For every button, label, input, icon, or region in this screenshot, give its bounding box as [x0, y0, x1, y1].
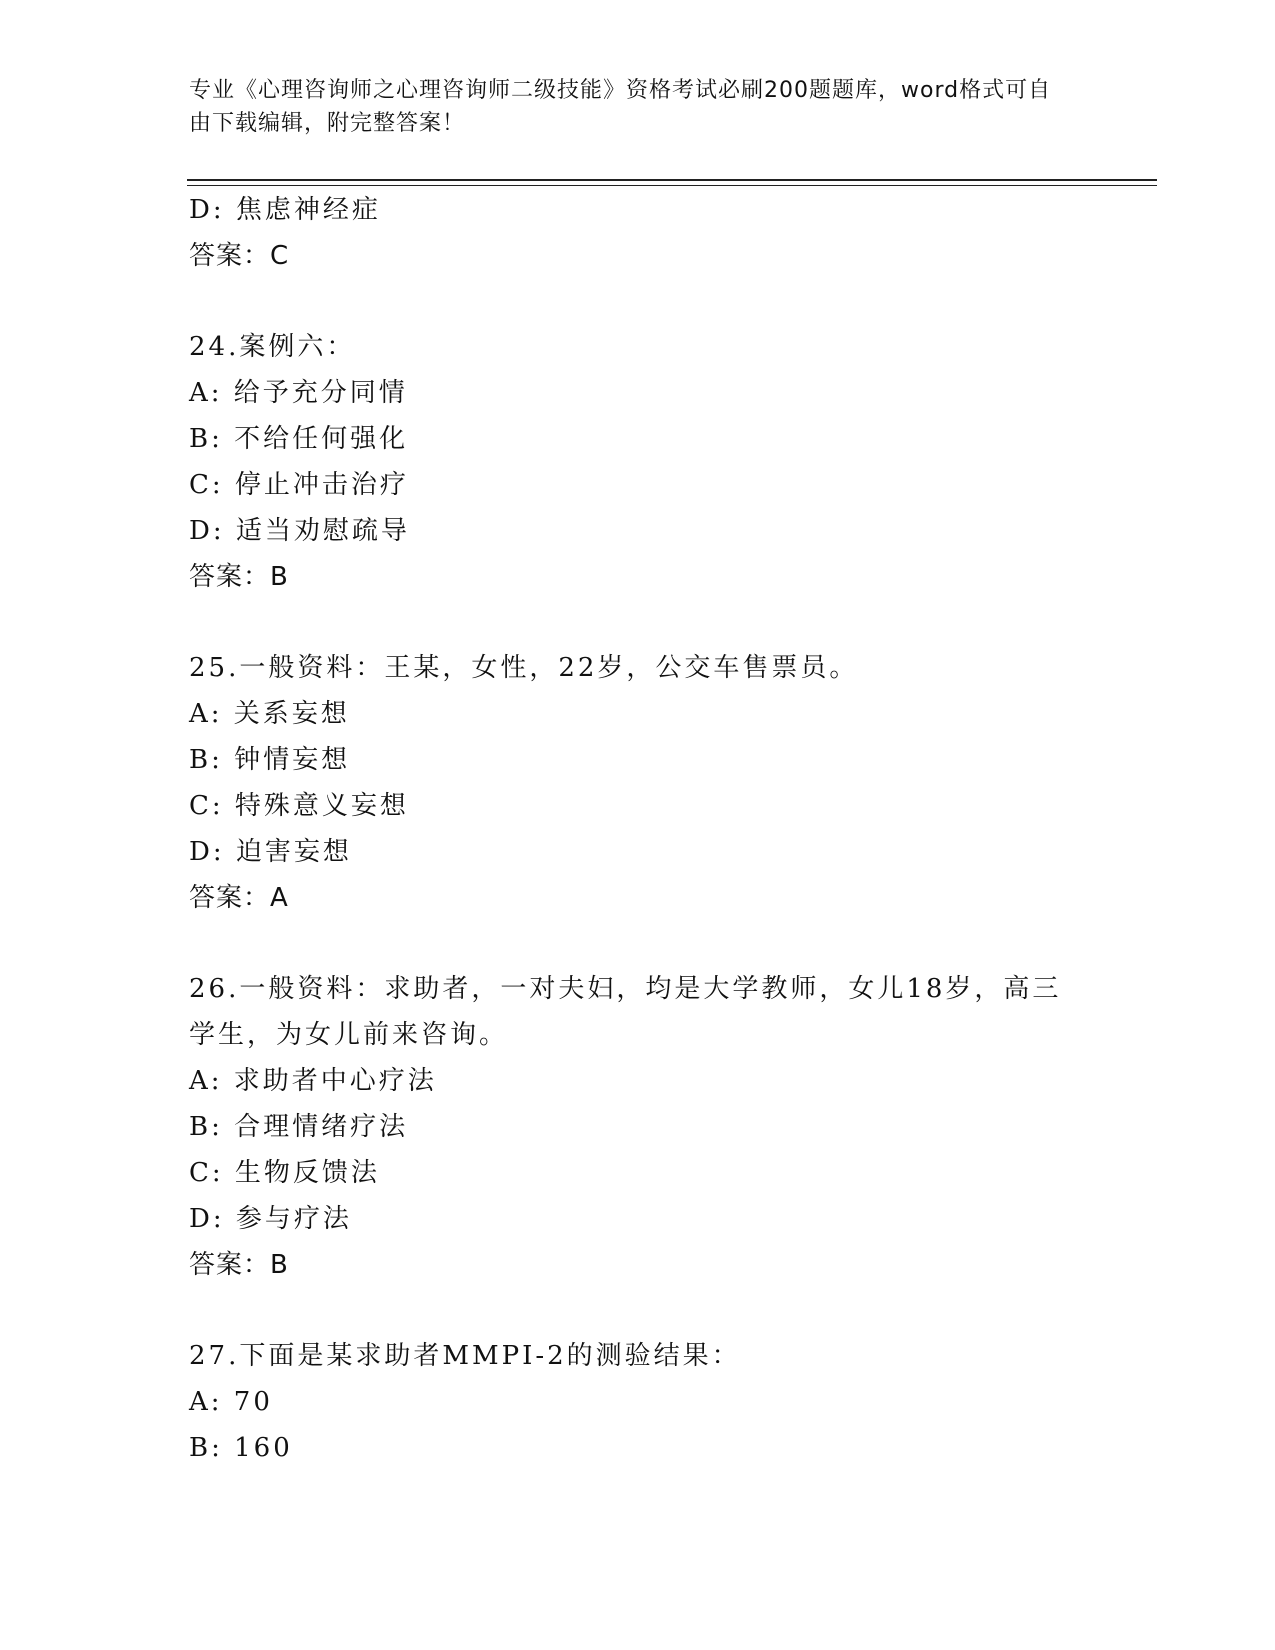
option-b: B: 160 [189, 1433, 293, 1463]
option-c: C: 停止冲击治疗 [189, 470, 409, 500]
question-block [189, 645, 1069, 921]
option-a: A: 给予充分同情 [189, 378, 408, 408]
option-b: B: 合理情绪疗法 [189, 1112, 409, 1142]
option-b: B: 不给任何强化 [189, 424, 409, 454]
option-c: C: 特殊意义妄想 [189, 791, 409, 821]
spacer [189, 1288, 1069, 1333]
option-a: A: 求助者中心疗法 [189, 1066, 437, 1096]
question-list [189, 187, 1069, 1471]
option-a: A: 70 [189, 1387, 273, 1417]
header-text: 专业《心理咨询师之心理咨询师二级技能》资格考试必刷200题题库，word格式可自由下载编辑，附完整答案！ [189, 78, 1052, 136]
question-block [189, 1333, 1069, 1471]
answer-line: 答案：B [189, 562, 289, 592]
option-d: D: 焦虑神经症 [189, 195, 381, 225]
spacer [189, 279, 1069, 324]
question-block [189, 966, 1069, 1288]
question-text: 26.一般资料：求助者，一对夫妇，均是大学教师，女儿18岁，高三学生，为女儿前来咨询。 [189, 974, 1062, 1050]
spacer [189, 600, 1069, 645]
question-text: 25.一般资料：王某，女性，22岁，公交车售票员。 [189, 653, 859, 683]
option-d: D: 参与疗法 [189, 1204, 352, 1234]
answer-line: 答案：C [189, 241, 290, 271]
option-c: C: 生物反馈法 [189, 1158, 380, 1188]
header-divider [187, 179, 1157, 186]
answer-line: 答案：B [189, 1250, 289, 1280]
question-block [189, 324, 1069, 600]
spacer [189, 921, 1069, 966]
option-d: D: 迫害妄想 [189, 837, 352, 867]
page-header [189, 74, 1069, 140]
question-block [189, 187, 1069, 279]
option-a: A: 关系妄想 [189, 699, 350, 729]
question-text: 27.下面是某求助者MMPI-2的测验结果： [189, 1341, 741, 1371]
option-d: D: 适当劝慰疏导 [189, 516, 410, 546]
answer-line: 答案：A [189, 883, 289, 913]
option-b: B: 钟情妄想 [189, 745, 351, 775]
question-text: 24.案例六： [189, 332, 356, 362]
